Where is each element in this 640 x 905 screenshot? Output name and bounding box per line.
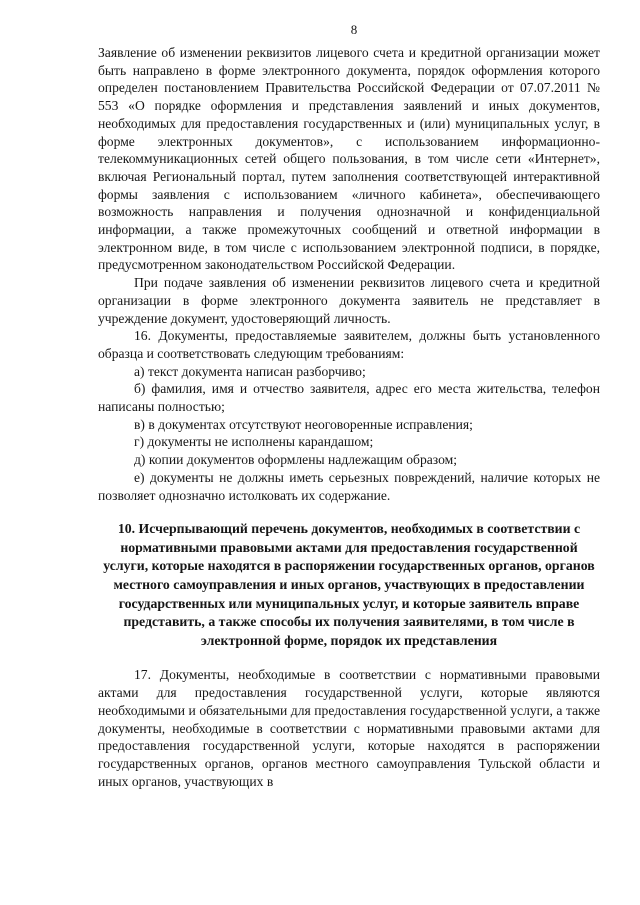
- page-number: 8: [350, 22, 358, 37]
- section-10-heading: 10. Исчерпывающий перечень документов, необходимых в соответствии с нормативными правовыми актами для предоставления государственной услуги, которые находятся в распоряжении государственных органов, органов местного самоуправления и иных органов, участвующих в предоставлении государственных или муниципальных услуг, и которые заявитель вправе представить, а также способы их получения заявителями, в том числе в электронной форме, порядок их представления: [103, 521, 595, 648]
- paragraph-electronic-application: Заявление об изменении реквизитов лицевого счета и кредитной организации может быть направлено в форме электронного документа, порядок оформления которого определен постановлением Правительства Российской Федерации от 07.07.2011 № 553 «О порядке оформления и представления заявлений и иных документов, необходимых для предоставления государственных и (или) муниципальных услуг, в форме электронных документов», с использованием информационно-телекоммуникационных сетей общего пользования, в том числе сети «Интернет», включая Региональный портал, путем заполнения соответствующей интерактивной формы заявления с использованием «личного кабинета», обеспечивающего возможность направления и получения однозначной и конфиденциальной информации, а также промежуточных сообщений и ответной информации в электронном виде, в том числе с использованием электронной подписи, в порядке, предусмотренном законодательством Российской Федерации.: [98, 45, 600, 273]
- requirements-list: [98, 363, 600, 505]
- requirement-item-a: а) текст документа написан разборчиво;: [134, 363, 366, 379]
- requirement-item-c: в) в документах отсутствуют неоговоренные исправления;: [134, 416, 473, 432]
- paragraph-identity-document: При подаче заявления об изменении реквизитов лицевого счета и кредитной организации в форме электронного документа заявитель не представляет в учреждение документ, удостоверяющий личность.: [98, 275, 600, 326]
- requirement-item-e: д) копии документов оформлены надлежащим образом;: [134, 452, 457, 468]
- requirement-item-d: г) документы не исполнены карандашом;: [134, 434, 374, 450]
- requirement-item-b: б) фамилия, имя и отчество заявителя, адрес его места жительства, телефон написаны полностью;: [98, 381, 600, 415]
- requirement-item-f: е) документы не должны иметь серьезных повреждений, наличие которых не позволяет однозначно истолковать их содержание.: [98, 469, 600, 503]
- document-page: [98, 22, 600, 790]
- paragraph-17: 17. Документы, необходимые в соответствии с нормативными правовыми актами для предоставления государственной услуги, которые являются необходимыми и обязательными для предоставления государственной услуги, а также документы, необходимые в соответствии с нормативными правовыми актами для предоставления государственной услуги, которые находятся в распоряжении государственных органов, органов местного самоуправления Тульской области и иных органов, участвующих в: [98, 667, 600, 789]
- paragraph-16-requirements-intro: 16. Документы, предоставляемые заявителем, должны быть установленного образца и соответствовать следующим требованиям:: [98, 328, 600, 361]
